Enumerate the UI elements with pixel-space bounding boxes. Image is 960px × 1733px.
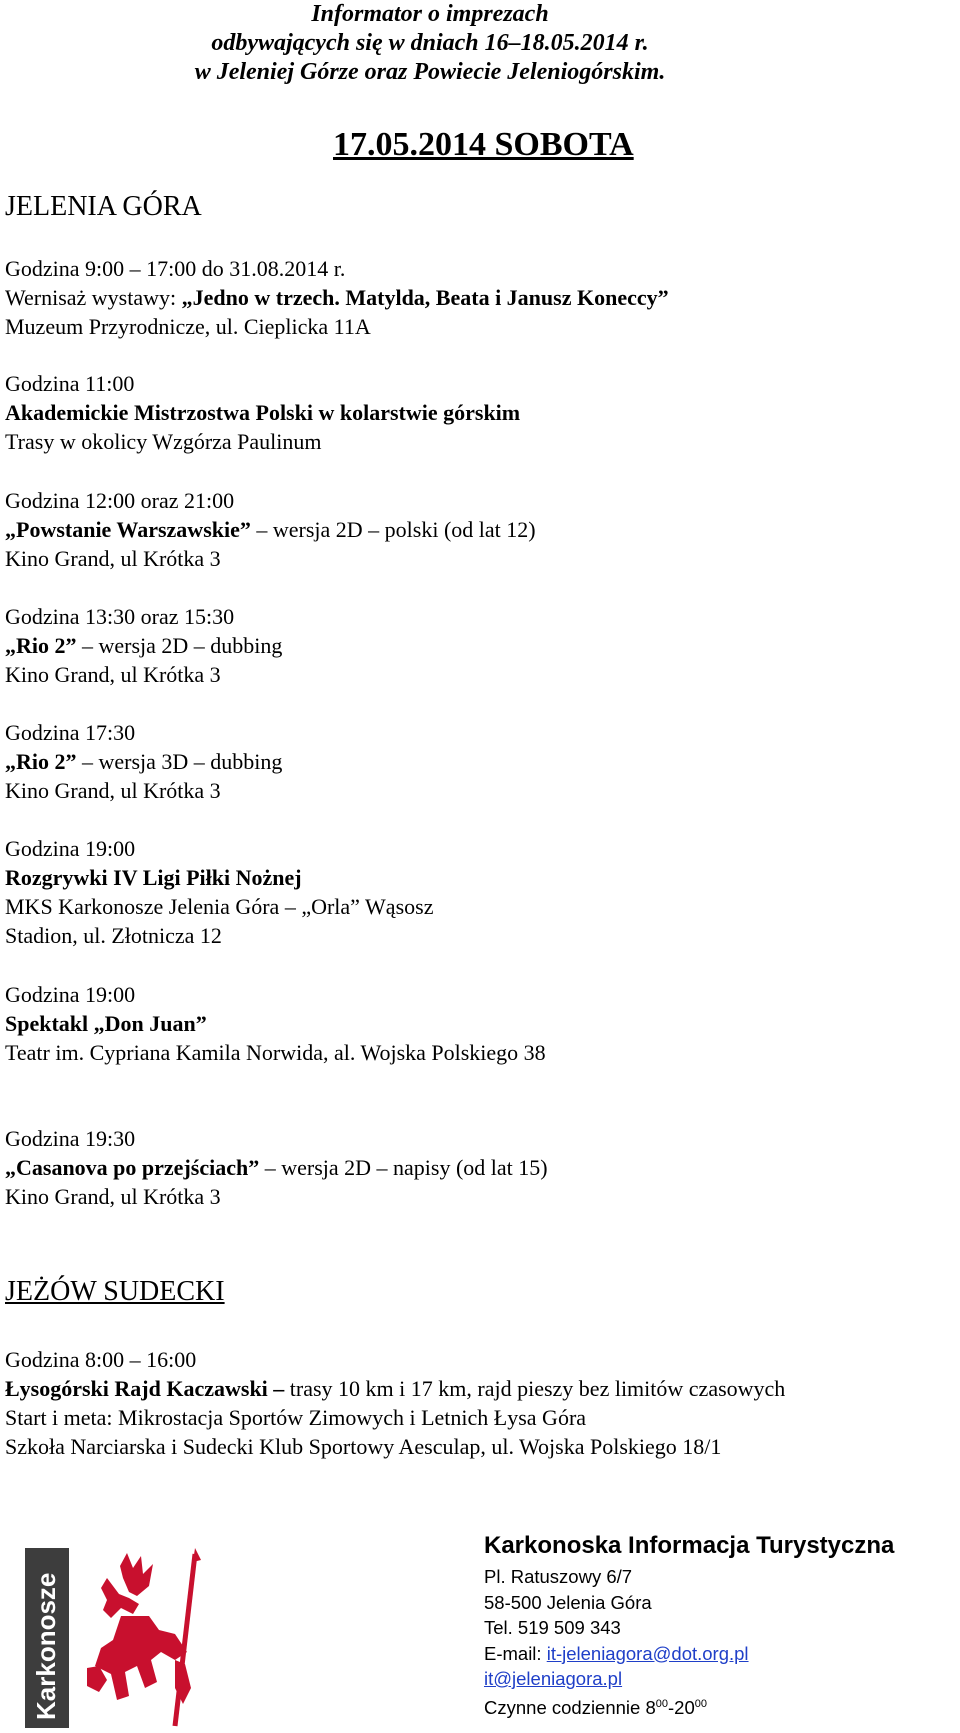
event-place: Stadion, ul. Złotnicza 12 — [5, 923, 222, 948]
event-place: Muzeum Przyrodnicze, ul. Cieplicka 11A — [5, 314, 371, 339]
event-time: Godzina 12:00 oraz 21:00 — [5, 488, 235, 513]
event-time: Godzina 8:00 – 16:00 — [5, 1347, 197, 1372]
event-details: – wersja 3D – dubbing — [76, 749, 283, 774]
event-item — [5, 980, 546, 1067]
event-time: Godzina 19:00 — [5, 982, 136, 1007]
hours-prefix: Czynne codziennie 8 — [484, 1696, 656, 1718]
email-link-2[interactable]: it@jeleniagora.pl — [484, 1668, 623, 1689]
event-prefix: Wernisaż wystawy: — [5, 285, 182, 310]
event-item — [5, 834, 433, 950]
event-item — [5, 602, 282, 689]
hours-close-minutes: 00 — [694, 1697, 707, 1710]
event-place: Kino Grand, ul Krótka 3 — [5, 662, 221, 687]
event-time: Godzina 9:00 – 17:00 do 31.08.2014 r. — [5, 256, 346, 281]
event-place: Kino Grand, ul Krótka 3 — [5, 1184, 221, 1209]
info-address-city: 58-500 Jelenia Góra — [484, 1591, 652, 1613]
event-item — [5, 1124, 548, 1211]
event-teams: MKS Karkonosze Jelenia Góra – „Orla” Wąsosz — [5, 894, 434, 919]
info-phone: Tel. 519 509 343 — [484, 1617, 621, 1638]
event-title: Łysogórski Rajd Kaczawski – — [5, 1376, 290, 1401]
event-time: Godzina 19:30 — [5, 1126, 136, 1151]
karkonosze-logo — [25, 1548, 235, 1728]
info-address-street: Pl. Ratuszowy 6/7 — [484, 1566, 633, 1587]
event-details: – wersja 2D – polski (od lat 12) — [250, 517, 536, 542]
city-heading-jezow-sudecki: JEŻÓW SUDECKI — [5, 1276, 225, 1307]
event-place: Trasy w okolicy Wzgórza Paulinum — [5, 429, 322, 454]
info-email-line — [484, 1641, 894, 1667]
event-place: Kino Grand, ul Krótka 3 — [5, 546, 221, 571]
header-line-2: odbywających się w dniach 16–18.05.2014 r. — [211, 30, 649, 56]
event-time: Godzina 11:00 — [5, 371, 135, 396]
day-title: 17.05.2014 SOBOTA — [333, 126, 634, 163]
event-item — [5, 718, 282, 805]
hours-open-minutes: 00 — [655, 1697, 668, 1710]
event-details: trasy 10 km i 17 km, rajd pieszy bez limitów czasowych — [289, 1376, 786, 1401]
event-title: „Rio 2” — [5, 749, 77, 774]
event-details: – wersja 2D – dubbing — [76, 633, 283, 658]
event-title-line — [5, 1374, 785, 1403]
header-line-1: Informator o imprezach — [311, 1, 549, 27]
tourist-info-block — [484, 1528, 894, 1720]
event-title-line — [5, 283, 669, 312]
event-title: „Jedno w trzech. Matylda, Beata i Janusz Koneccy” — [181, 285, 669, 310]
event-title-line — [5, 747, 282, 776]
event-title: Akademickie Mistrzostwa Polski w kolarstwie górskim — [5, 400, 521, 425]
logo-text: Karkonosze — [31, 1572, 61, 1720]
document-header — [0, 0, 860, 87]
info-email-label: E-mail: — [484, 1642, 547, 1664]
event-title: Rozgrywki IV Ligi Piłki Nożnej — [5, 865, 302, 890]
deer-emblem-icon — [87, 1553, 191, 1704]
event-title: „Rio 2” — [5, 633, 77, 658]
info-title: Karkonoska Informacja Turystyczna — [484, 1532, 895, 1559]
event-time: Godzina 13:30 oraz 15:30 — [5, 604, 235, 629]
event-details: – wersja 2D – napisy (od lat 15) — [259, 1155, 548, 1180]
event-item — [5, 486, 536, 573]
event-title-line — [5, 1153, 548, 1182]
event-place: Teatr im. Cypriana Kamila Norwida, al. Wojska Polskiego 38 — [5, 1040, 546, 1065]
event-item — [5, 1345, 785, 1461]
event-title-line — [5, 515, 536, 544]
event-title: „Powstanie Warszawskie” — [5, 517, 251, 542]
header-line-3: w Jeleniej Górze oraz Powiecie Jeleniogórskim. — [194, 59, 666, 85]
event-item — [5, 254, 669, 341]
event-title: „Casanova po przejściach” — [5, 1155, 260, 1180]
email-link-1[interactable]: it-jeleniagora@dot.org.pl — [546, 1642, 749, 1664]
hours-close: -20 — [668, 1696, 695, 1718]
info-hours — [484, 1692, 894, 1721]
event-time: Godzina 19:00 — [5, 836, 136, 861]
event-time: Godzina 17:30 — [5, 720, 136, 745]
event-place: Kino Grand, ul Krótka 3 — [5, 778, 221, 803]
event-start-meta: Start i meta: Mikrostacja Sportów Zimowych i Letnich Łysa Góra — [5, 1405, 587, 1430]
event-title: Spektakl „Don Juan” — [5, 1011, 207, 1036]
city-heading-jelenia-gora: JELENIA GÓRA — [5, 191, 202, 222]
event-place: Szkoła Narciarska i Sudecki Klub Sportowy Aesculap, ul. Wojska Polskiego 18/1 — [5, 1434, 722, 1459]
event-item — [5, 369, 520, 456]
event-title-line — [5, 631, 282, 660]
